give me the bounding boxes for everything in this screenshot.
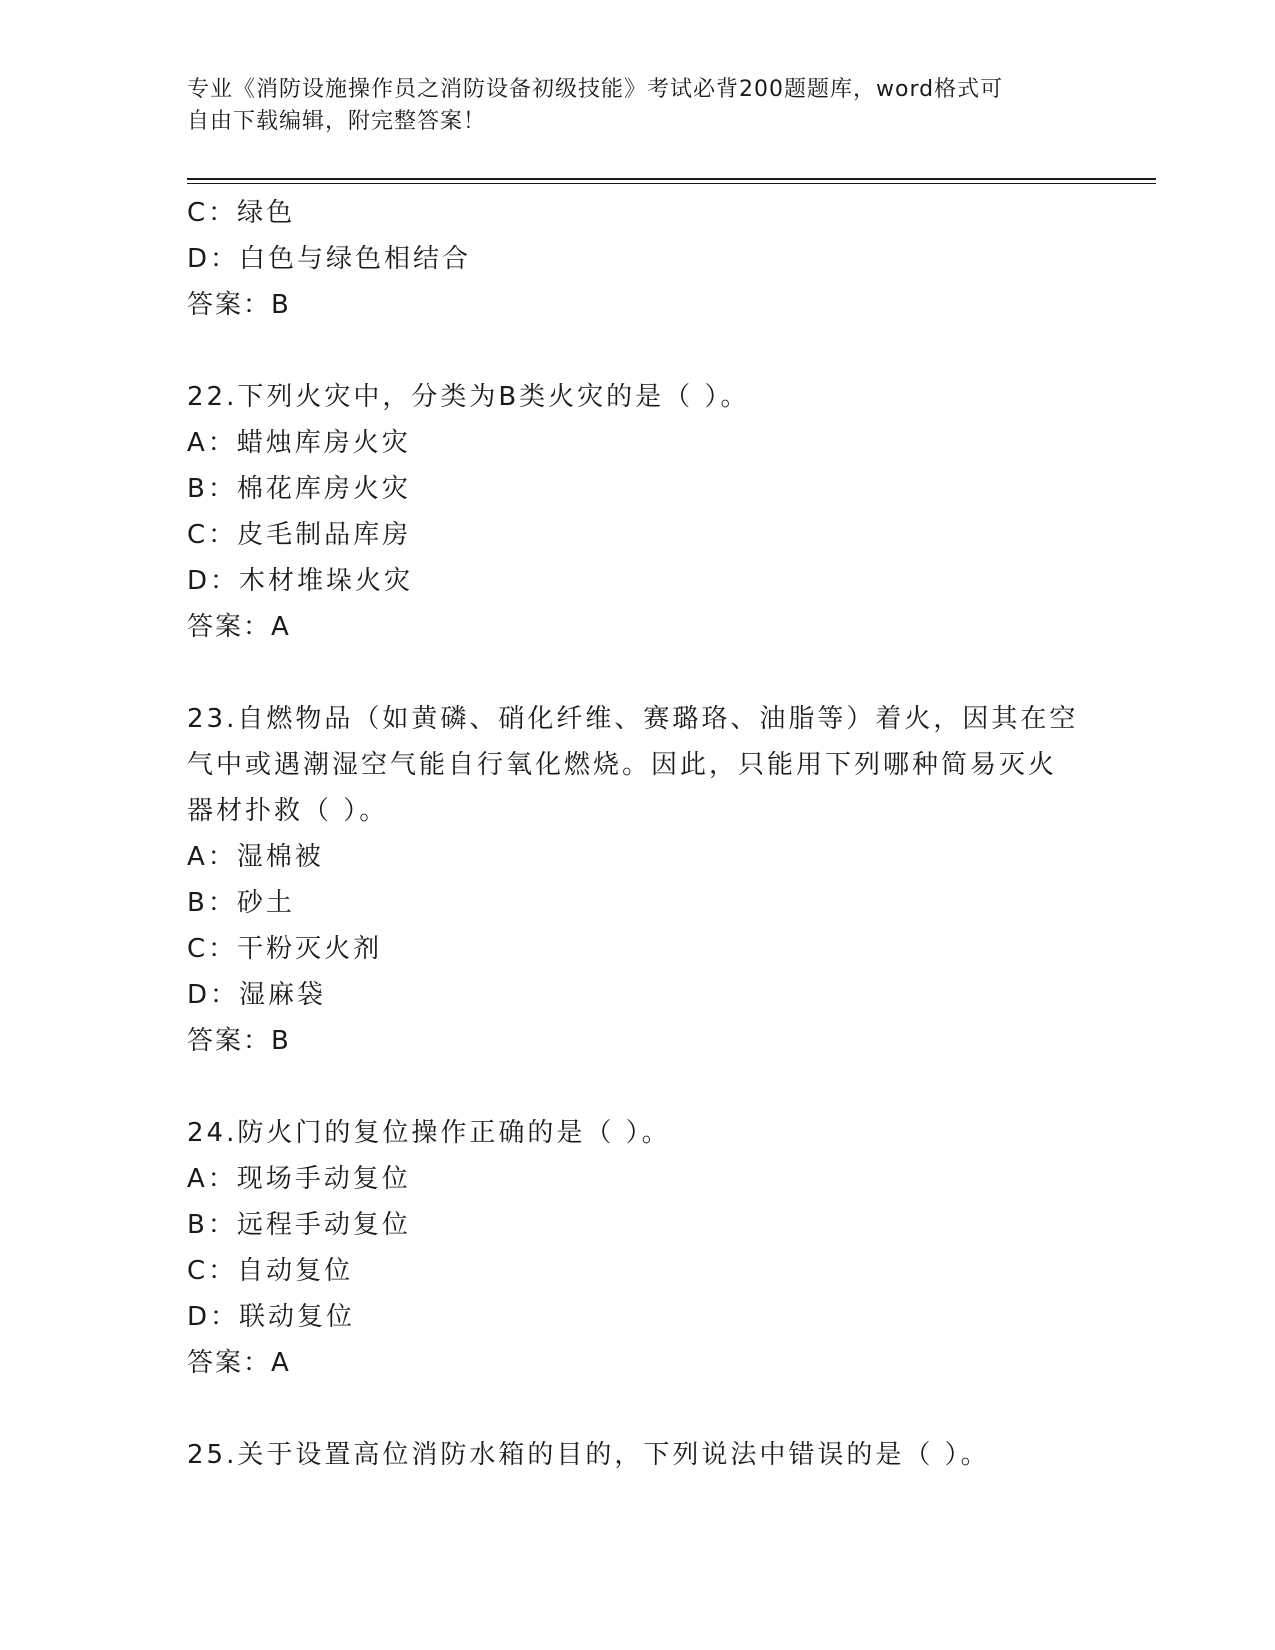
- question-text: 24.防火门的复位操作正确的是（ ）。: [187, 1118, 671, 1148]
- option-d: D：白色与绿色相结合: [187, 244, 472, 274]
- answer-label: 答案：B: [187, 1026, 291, 1056]
- option-b: B：砂土: [187, 888, 295, 918]
- question-23: [187, 696, 1087, 1064]
- answer-label: 答案：A: [187, 1348, 291, 1378]
- question-25: [187, 1432, 1087, 1478]
- option-b: B：棉花库房火灾: [187, 474, 411, 504]
- option-a: A：现场手动复位: [187, 1164, 411, 1194]
- answer-label: 答案：A: [187, 612, 291, 642]
- header-divider-thick: [187, 178, 1156, 180]
- question-24: [187, 1110, 1087, 1386]
- header-title-line-2: 自由下载编辑，附完整答案！: [187, 109, 487, 134]
- option-a: A：湿棉被: [187, 842, 324, 872]
- spacer: [187, 650, 1087, 696]
- option-c: C：皮毛制品库房: [187, 520, 412, 550]
- page-header: [187, 74, 1067, 138]
- question-text: 25.关于设置高位消防水箱的目的，下列说法中错误的是（ ）。: [187, 1440, 990, 1470]
- header-title-line-1: 专业《消防设施操作员之消防设备初级技能》考试必背200题题库，word格式可: [187, 77, 1004, 102]
- spacer: [187, 1386, 1087, 1432]
- option-c: C：绿色: [187, 198, 296, 228]
- question-text-line-3: 器材扑救（ ）。: [187, 796, 389, 826]
- question-text-line-2: 气中或遇潮湿空气能自行氧化燃烧。因此，只能用下列哪种简易灭火: [187, 750, 1058, 780]
- spacer: [187, 1064, 1087, 1110]
- option-b: B：远程手动复位: [187, 1210, 411, 1240]
- option-c: C：干粉灭火剂: [187, 934, 383, 964]
- question-text: 22.下列火灾中，分类为B类火灾的是（ ）。: [187, 382, 750, 412]
- option-d: D：联动复位: [187, 1302, 356, 1332]
- option-a: A：蜡烛库房火灾: [187, 428, 411, 458]
- option-c: C：自动复位: [187, 1256, 354, 1286]
- option-d: D：湿麻袋: [187, 980, 327, 1010]
- question-21-tail: [187, 190, 1087, 328]
- header-divider-thin: [187, 183, 1156, 184]
- question-text-line-1: 23.自燃物品（如黄磷、硝化纤维、赛璐珞、油脂等）着火，因其在空: [187, 704, 1079, 734]
- question-content: [187, 190, 1087, 1478]
- question-22: [187, 374, 1087, 650]
- answer-label: 答案：B: [187, 290, 291, 320]
- spacer: [187, 328, 1087, 374]
- option-d: D：木材堆垛火灾: [187, 566, 414, 596]
